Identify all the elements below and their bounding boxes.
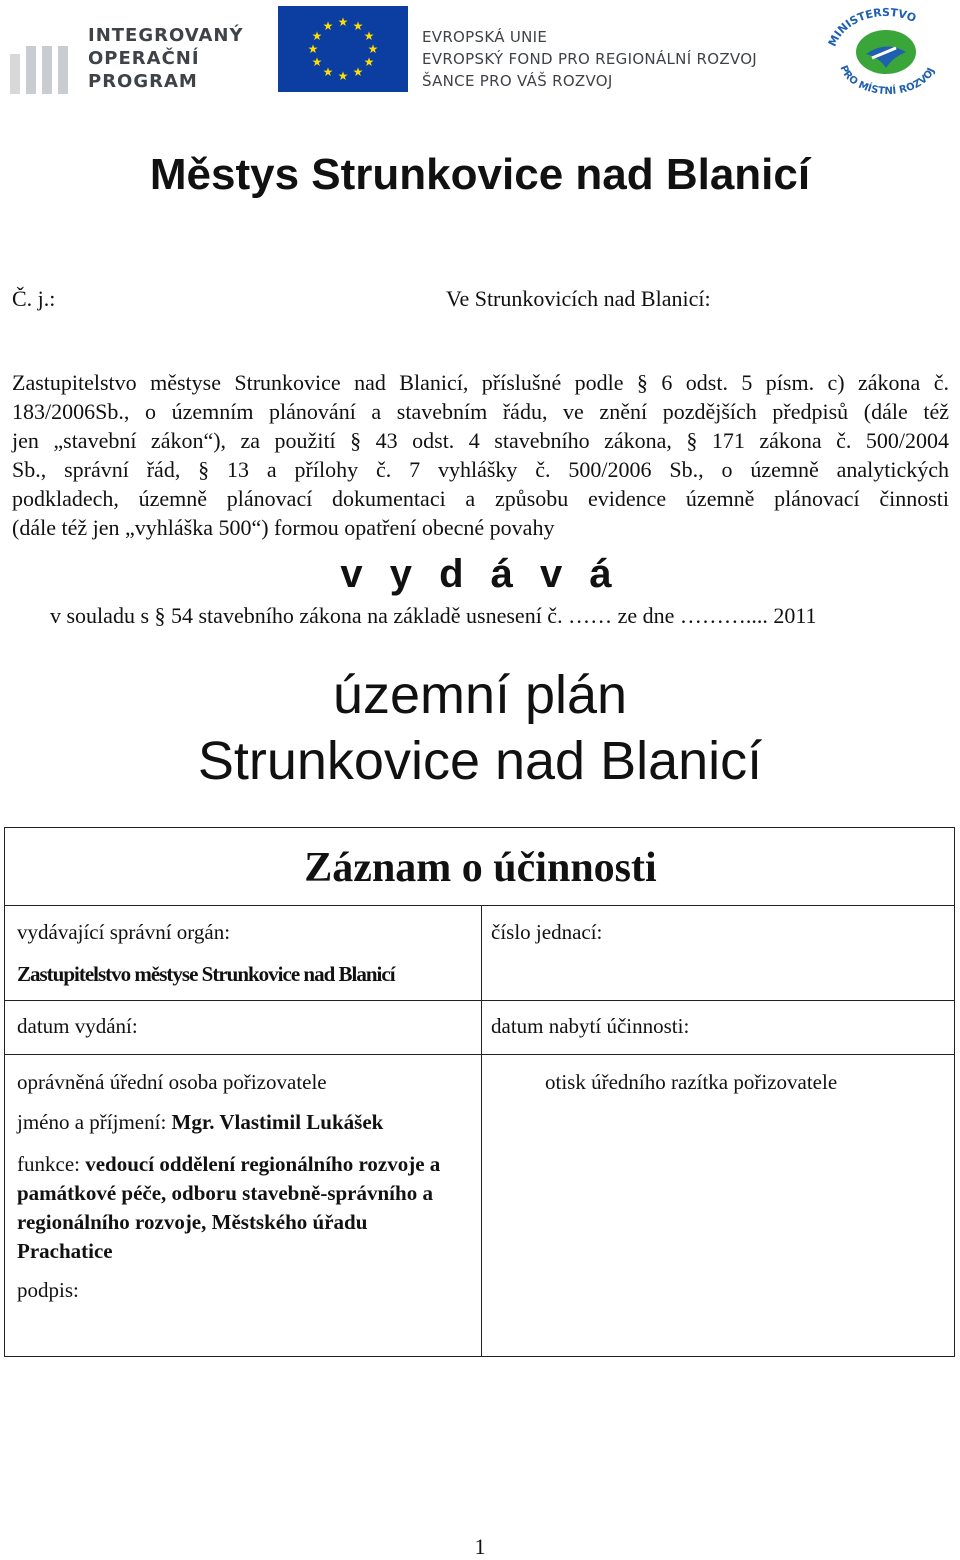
svg-text:★: ★ <box>337 69 349 83</box>
official-label: oprávněná úřední osoba pořizovatele <box>17 1070 327 1094</box>
svg-text:PRO MÍSTNÍ ROZVOJ: PRO MÍSTNÍ ROZVOJ <box>837 64 938 94</box>
svg-text:MINISTERSTVO: MINISTERSTVO <box>825 6 919 49</box>
page-number: 1 <box>474 1534 486 1559</box>
official-function: funkce: vedoucí oddělení regionálního rozvoje a památkové péče, odboru stavebně-správního a regionálního rozvoje, Městského úřadu Prachatice <box>17 1152 441 1263</box>
intro-line: Sb., správní řád, § 13 a přílohy č. 7 vyhlášky č. 500/2006 Sb., o územně analytických <box>12 457 949 482</box>
official-name: jméno a příjmení: Mgr. Vlastimil Lukášek <box>17 1110 384 1134</box>
mmr-logo-icon <box>820 6 952 94</box>
issue-date-label: datum vydání: <box>17 1014 138 1038</box>
place-date-label: Ve Strunkovicích nad Blanicí: <box>446 286 711 311</box>
effective-date-label: datum nabytí účinnosti: <box>491 1014 690 1038</box>
iop-stripes-icon <box>10 46 74 99</box>
table-divider <box>5 1000 954 1001</box>
svg-text:★: ★ <box>363 55 375 69</box>
accordance-text: v souladu s § 54 stavebního zákona na základě usnesení č. …… ze dne ……….... 2011 <box>50 603 817 628</box>
table-divider <box>5 1054 954 1055</box>
effectiveness-record-table <box>4 827 955 1357</box>
stamp-label: otisk úředního razítka pořizovatele <box>545 1070 838 1094</box>
intro-line: podkladech, územně plánovací dokumentaci a způsobu evidence územně plánovací činnosti <box>12 486 949 511</box>
svg-text:★: ★ <box>363 29 375 43</box>
intro-paragraph <box>12 368 949 542</box>
svg-text:★: ★ <box>322 19 334 33</box>
svg-text:★: ★ <box>337 15 349 29</box>
reference-number-label: Č. j.: <box>12 286 56 311</box>
svg-text:★: ★ <box>367 42 379 56</box>
page-title: Městys Strunkovice nad Blanicí <box>149 150 811 199</box>
intro-line: 183/2006Sb., o územním plánování a stavebním řádu, ve znění pozdějších předpisů (dále též <box>12 399 949 424</box>
plan-subtitle: Strunkovice nad Blanicí <box>197 731 763 791</box>
svg-text:★: ★ <box>311 29 323 43</box>
table-divider <box>481 905 482 1356</box>
svg-text:★: ★ <box>311 55 323 69</box>
svg-text:★: ★ <box>322 65 334 79</box>
svg-text:★: ★ <box>352 65 364 79</box>
table-divider <box>5 905 954 906</box>
eu-flag-icon <box>278 6 408 92</box>
authority-value: Zastupitelstvo městyse Strunkovice nad Blanicí <box>17 962 395 986</box>
svg-text:★: ★ <box>307 42 319 56</box>
intro-line: (dále též jen „vyhláška 500“) formou opatření obecné povahy <box>12 515 555 540</box>
intro-line: Zastupitelstvo městyse Strunkovice nad Blanicí, příslušné podle § 6 odst. 5 písm. c) zákona č. <box>12 370 949 395</box>
reference-label: číslo jednací: <box>491 920 603 944</box>
eu-logo-text: EVROPSKÁ UNIE EVROPSKÝ FOND PRO REGIONÁLNÍ ROZVOJ ŠANCE PRO VÁŠ ROZVOJ <box>422 28 758 90</box>
iop-logo-text: INTEGROVANÝ OPERAČNÍ PROGRAM <box>88 25 244 92</box>
plan-title: územní plán <box>332 665 628 725</box>
svg-text:★: ★ <box>352 19 364 33</box>
authority-label: vydávající správní orgán: <box>17 920 231 944</box>
intro-line: jen „stavební zákon“), za použití § 43 odst. 4 stavebního zákona, § 171 zákona č. 500/2004 <box>12 428 949 453</box>
signature-label: podpis: <box>17 1278 79 1302</box>
record-heading: Záznam o účinnosti <box>304 845 657 891</box>
iop-logo <box>10 6 250 96</box>
issues-heading: v y d á v á <box>340 552 620 596</box>
